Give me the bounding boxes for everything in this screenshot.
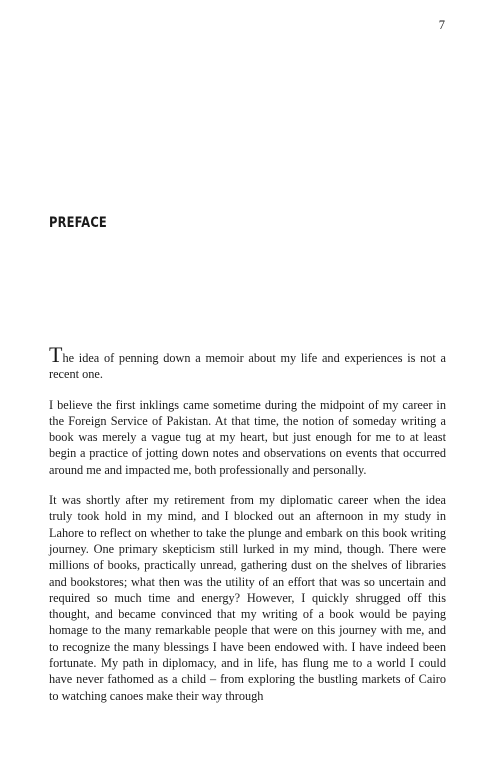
paragraph-3 bbox=[49, 492, 446, 704]
drop-cap: T bbox=[49, 342, 63, 367]
paragraph-text: I believe the first inklings came sometime during the midpoint of my career in the Foreign Service of Pakistan. At that time, the notion of someday writing a book was merely a vague tug at my heart, but just enough for me to at least begin a practice of jotting down notes and observations on events that occurred around me and impacted me, both professionally and personally. bbox=[49, 397, 446, 477]
paragraph-2 bbox=[49, 397, 446, 478]
paragraph-1 bbox=[49, 342, 446, 383]
paragraph-text: he idea of penning down a memoir about my life and experiences is not a recent one. bbox=[49, 351, 446, 382]
body-text bbox=[49, 342, 446, 718]
paragraph-text: It was shortly after my retirement from my diplomatic career when the idea truly took hold in my mind, and I blocked out an afternoon in my study in Lahore to reflect on whether to take the plunge and embark on this book writing journey. One primary skepticism still lurked in my mind, though. There were millions of books, practically unread, gathering dust on the shelves of libraries and bookstores; what then was the utility of an effort that was so uncertain and required so much time and energy? However, I quickly shrugged off this thought, and became convinced that my writing of a book would be paying homage to the many remarkable people that were on this journey with me, and to recognize the many blessings I have been endowed with. I have indeed been fortunate. My path in diplomacy, and in life, has flung me to a world I could have never fathomed as a child – from exploring the bustling markets of Cairo to watching canoes make their way through bbox=[49, 493, 446, 703]
chapter-heading: PREFACE bbox=[49, 215, 107, 231]
page-number: 7 bbox=[438, 18, 445, 32]
